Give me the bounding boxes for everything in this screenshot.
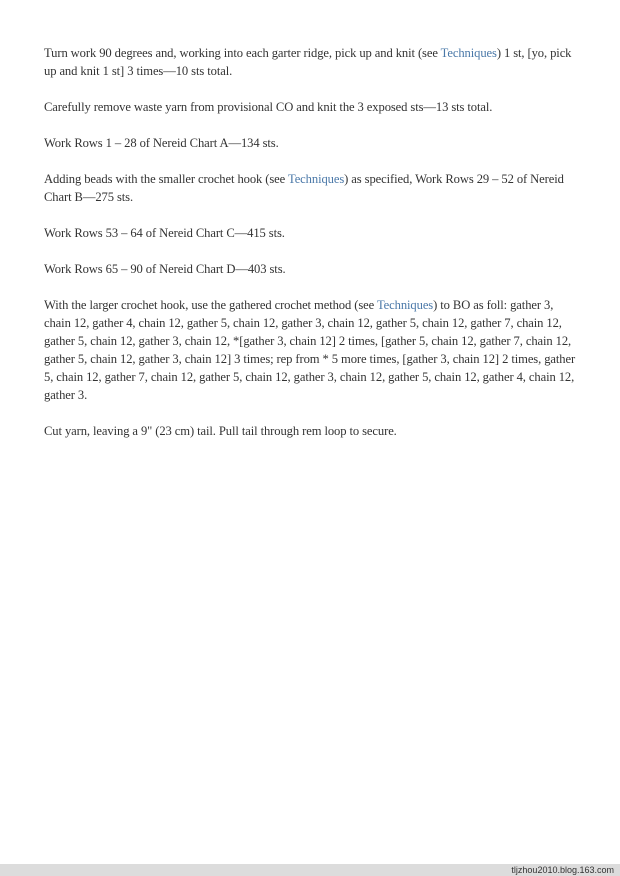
paragraph-text: Work Rows 65 – 90 of Nereid Chart D—403 sts. xyxy=(44,262,286,276)
techniques-link[interactable]: Techniques xyxy=(440,46,497,60)
instruction-paragraph xyxy=(44,170,578,206)
paragraph-text: With the larger crochet hook, use the gathered crochet method (see xyxy=(44,298,377,312)
instruction-paragraph xyxy=(44,260,578,278)
techniques-link[interactable]: Techniques xyxy=(376,298,434,312)
paragraph-text: Cut yarn, leaving a 9" (23 cm) tail. Pull tail through rem loop to secure. xyxy=(44,424,397,438)
techniques-link[interactable]: Techniques xyxy=(287,172,345,186)
instruction-paragraph xyxy=(44,422,578,440)
paragraph-text: Adding beads with the smaller crochet hook (see xyxy=(44,172,288,186)
instruction-paragraph xyxy=(44,224,578,242)
watermark-bar xyxy=(0,864,620,876)
instruction-paragraph xyxy=(44,134,578,152)
instruction-paragraph xyxy=(44,98,578,116)
paragraph-text: Work Rows 53 – 64 of Nereid Chart C—415 sts. xyxy=(44,226,285,240)
watermark-text: tljzhou2010.blog.163.com xyxy=(511,865,614,875)
paragraph-text: Work Rows 1 – 28 of Nereid Chart A—134 sts. xyxy=(44,136,279,150)
paragraph-text: Turn work 90 degrees and, working into each garter ridge, pick up and knit (see xyxy=(44,46,441,60)
paragraph-text: ) as specified, Work Rows 29 – 52 of Nereid Chart B—275 sts. xyxy=(44,172,564,204)
paragraph-text: ) 1 st, [yo, pick up and knit 1 st] 3 times—10 sts total. xyxy=(44,46,572,78)
instruction-paragraph xyxy=(44,296,578,404)
pattern-instructions xyxy=(44,44,578,458)
paragraph-text: ) to BO as foll: gather 3, chain 12, gather 4, chain 12, gather 5, chain 12, gather 3, chain 12, gather 5, chain 12, gather 7, chain 12, gather 5, chain 12, gather 3, chain 12, *[gather 3, chain 12] 2 times, [gather 5, chain 12, gather 7, chain 12, gather 5, chain 12, gather 3, chain 12] 3 times; rep from * 5 more times, [gather 3, chain 12] 2 times, gather 5, chain 12, gather 7, chain 12, gather 5, chain 12, gather 3, chain 12, gather 5, chain 12, gather 4, chain 12, gather 3. xyxy=(44,298,576,402)
instruction-paragraph xyxy=(44,44,578,80)
paragraph-text: Carefully remove waste yarn from provisional CO and knit the 3 exposed sts—13 sts total. xyxy=(44,100,493,114)
